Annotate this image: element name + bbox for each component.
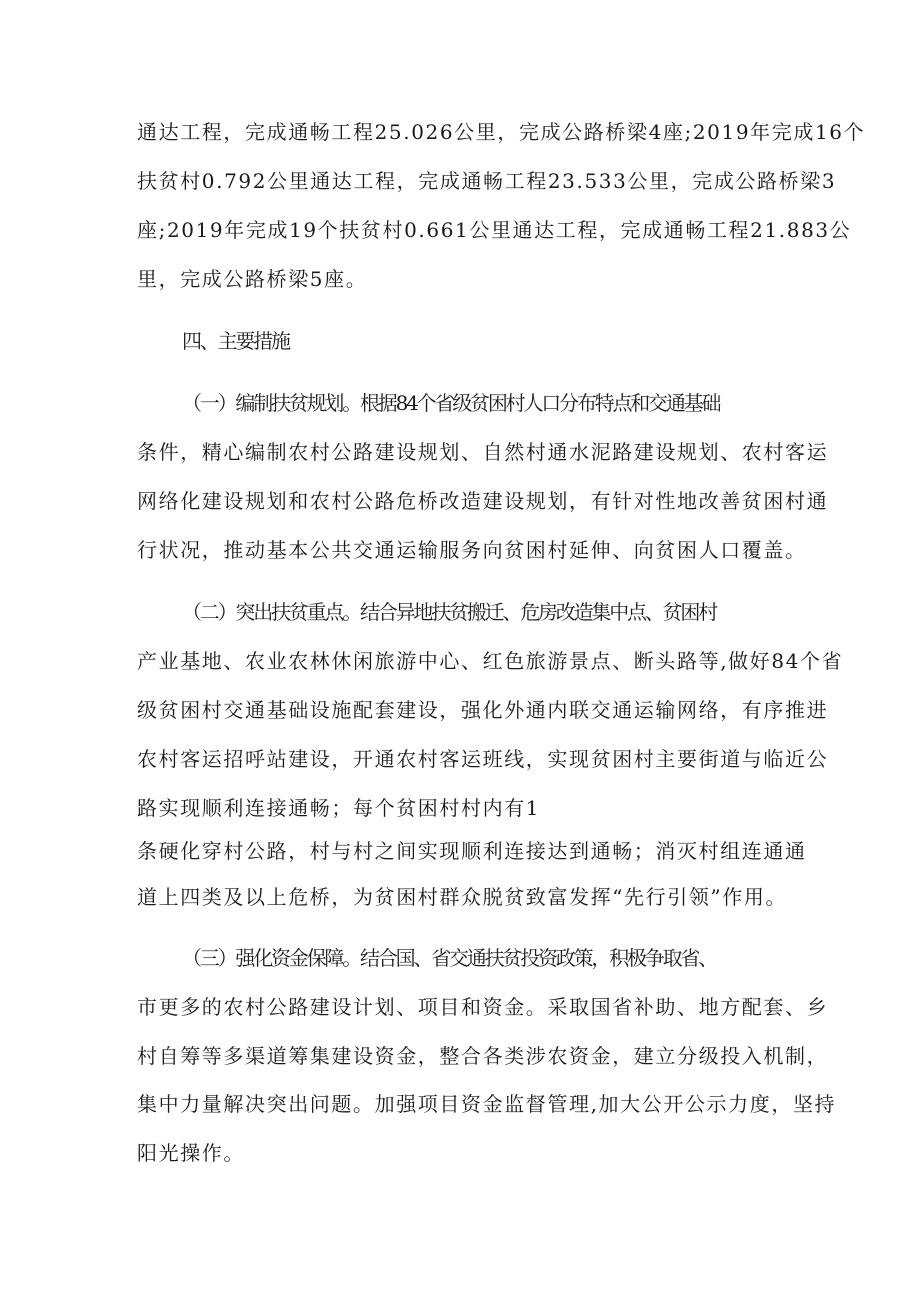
paragraph-line: 条硬化穿村公路，村与村之间实现顺利连接达到通畅；消灭村组连通通 <box>137 839 807 863</box>
paragraph-line: 村自筹等多渠道筹集建设资金，整合各类涉农资金，建立分级投入机制， <box>137 1044 829 1068</box>
paragraph-line: （三）强化资金保障。结合国、省交通扶贫投资政策，积极争取省、 <box>182 946 716 970</box>
paragraph-line: 级贫困村交通基础设施配套建设，强化外通内联交通运输网络，有序推进 <box>137 698 829 722</box>
paragraph-line: （一）编制扶贫规划。根据84个省级贫困村人口分布特点和交通基础 <box>182 391 720 415</box>
paragraph-line: 网络化建设规划和农村公路危桥改造建设规划，有针对性地改善贫困村通 <box>137 489 829 513</box>
paragraph-line: 农村客运招呼站建设，开通农村客运班线，实现贫困村主要街道与临近公 <box>137 747 829 771</box>
paragraph-line: 通达工程，完成通畅工程25.026公里，完成公路桥梁4座;2019年完成16个 <box>137 120 866 144</box>
paragraph-line: 道上四类及以上危桥，为贫困村群众脱贫致富发挥“先行引领”作用。 <box>137 885 788 909</box>
paragraph-line: 条件，精心编制农村公路建设规划、自然村通水泥路建设规划、农村客运 <box>137 440 829 464</box>
paragraph-line: 集中力量解决突出问题。加强项目资金监督管理,加大公开公示力度，坚持 <box>137 1092 837 1116</box>
paragraph-line: 阳光操作。 <box>137 1141 245 1165</box>
paragraph-line: 座;2019年完成19个扶贫村0.661公里通达工程，完成通畅工程21.883公 <box>137 218 852 242</box>
paragraph-line: 扶贫村0.792公里通达工程，完成通畅工程23.533公里，完成公路桥梁3 <box>137 169 837 193</box>
paragraph-line: 产业基地、农业农林休闲旅游中心、红色旅游景点、断头路等,做好84个省 <box>137 649 844 673</box>
paragraph-line: 市更多的农村公路建设计划、项目和资金。采取国省补助、地方配套、乡 <box>137 995 829 1019</box>
section-heading: 四、主要措施 <box>182 329 289 353</box>
paragraph-line: 里，完成公路桥梁5座。 <box>137 267 368 291</box>
paragraph-line: 路实现顺利连接通畅；每个贫困村村内有1 <box>137 796 541 820</box>
paragraph-line: 行状况，推动基本公共交通运输服务向贫困村延伸、向贫困人口覆盖。 <box>137 538 807 562</box>
paragraph-line: （二）突出扶贫重点。结合异地扶贫搬迁、危房改造集中点、贫困村 <box>182 600 716 624</box>
